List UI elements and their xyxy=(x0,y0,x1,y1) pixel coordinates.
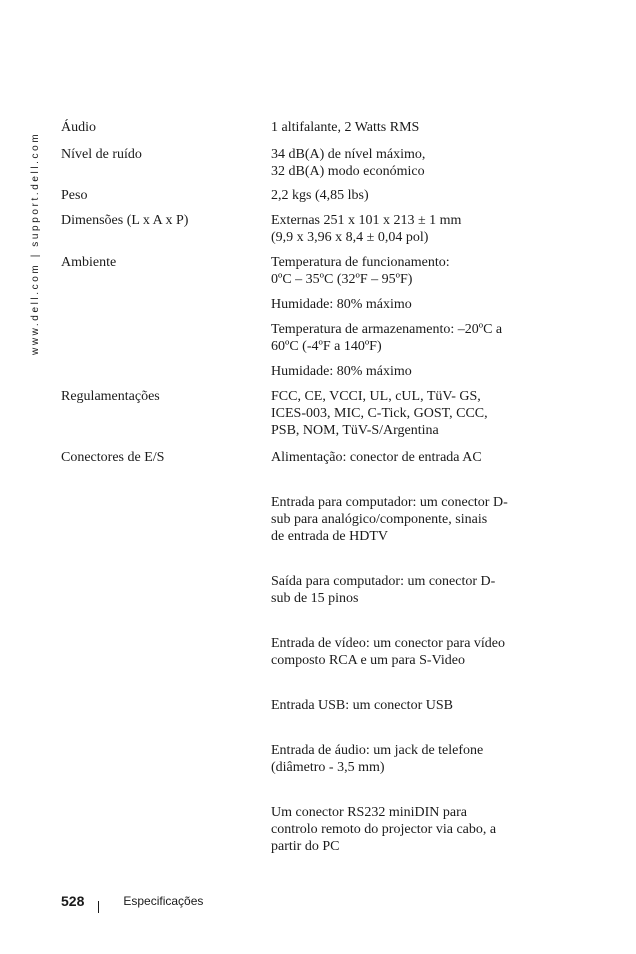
spec-value-text: FCC, CE, VCCI, UL, cUL, TüV- GS, ICES-003, MIC, C-Tick, GOST, CCC, PSB, NOM, TüV-S/Argentina xyxy=(271,389,488,438)
spec-row-environment xyxy=(61,252,541,385)
spec-row-io-connectors xyxy=(61,445,541,883)
spec-value-text: Humidade: 80% máximo xyxy=(271,297,412,312)
section-title: Especificações xyxy=(123,894,204,908)
spec-value-text: Humidade: 80% máximo xyxy=(271,364,412,379)
spec-value-text: 2,2 kgs (4,85 lbs) xyxy=(271,188,369,203)
spec-value-text: Saída para computador: um conector D- sub de 15 pinos xyxy=(271,574,496,606)
spec-value-weight xyxy=(271,187,541,210)
spec-label-io-connectors: Conectores de E/S xyxy=(61,450,165,465)
spec-value-text: Temperatura de armazenamento: –20ºC a 60ºC (-4ºF a 140ºF) xyxy=(271,322,503,354)
spec-value-text: Entrada para computador: um conector D- sub para analógico/componente, sinais de entrada de HDTV xyxy=(271,495,508,544)
spec-value-noise xyxy=(271,146,541,185)
spec-label-noise: Nível de ruído xyxy=(61,147,142,162)
sidebar-url: www.dell.com | support.dell.com xyxy=(30,131,41,355)
page-footer xyxy=(61,891,203,911)
spec-value-text: Temperatura de funcionamento: 0ºC – 35ºC (32ºF – 95ºF) xyxy=(271,255,450,287)
spec-value-dimensions xyxy=(271,212,541,252)
spec-row-dimensions xyxy=(61,210,541,252)
spec-value-text: Alimentação: conector de entrada AC xyxy=(271,450,482,465)
spec-row-audio xyxy=(61,117,541,144)
spec-value-text: 1 altifalante, 2 Watts RMS xyxy=(271,120,420,135)
spec-row-noise xyxy=(61,144,541,185)
spec-value-regulations xyxy=(271,388,541,445)
spec-label-environment: Ambiente xyxy=(61,255,117,270)
spec-value-text: Entrada USB: um conector USB xyxy=(271,698,453,713)
spec-label-dimensions: Dimensões (L x A x P) xyxy=(61,213,189,228)
spec-value-text: Externas 251 x 101 x 213 ± 1 mm (9,9 x 3,96 x 8,4 ± 0,04 pol) xyxy=(271,213,462,245)
page-number: 528 xyxy=(61,893,85,909)
spec-row-regulations xyxy=(61,385,541,445)
spec-value-audio xyxy=(271,119,541,144)
spec-table xyxy=(61,117,541,883)
spec-value-text: Entrada de áudio: um jack de telefone (diâmetro - 3,5 mm) xyxy=(271,743,484,775)
spec-value-environment xyxy=(271,254,541,385)
spec-label-audio: Áudio xyxy=(61,120,96,135)
footer-divider xyxy=(98,901,99,913)
spec-value-text: 34 dB(A) de nível máximo, 32 dB(A) modo económico xyxy=(271,147,426,179)
spec-row-weight xyxy=(61,185,541,210)
spec-label-regulations: Regulamentações xyxy=(61,389,160,404)
spec-value-text: Um conector RS232 miniDIN para controlo remoto do projector via cabo, a partir do PC xyxy=(271,805,497,854)
spec-value-io-connectors xyxy=(271,449,541,883)
spec-value-text: Entrada de vídeo: um conector para vídeo composto RCA e um para S-Video xyxy=(271,636,506,668)
spec-label-weight: Peso xyxy=(61,188,88,203)
